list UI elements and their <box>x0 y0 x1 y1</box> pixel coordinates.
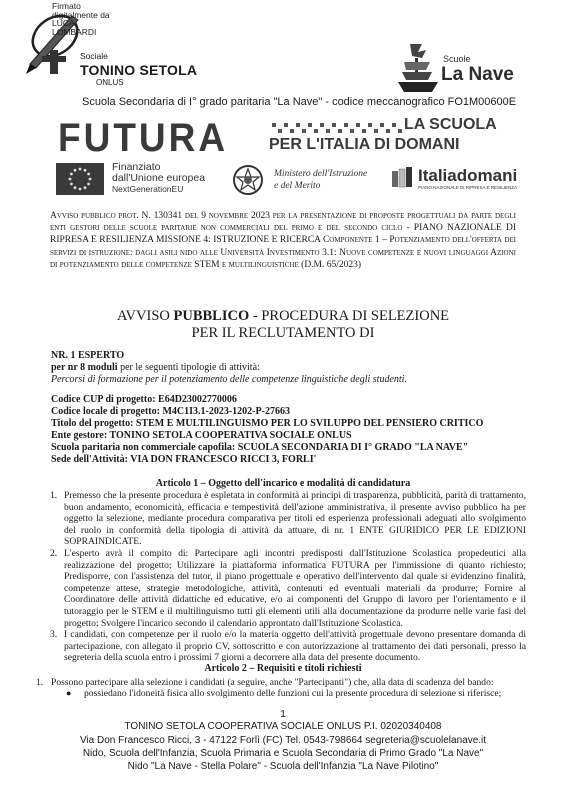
footer-line4: Nido "La Nave - Stella Polare" - Scuola dell'Infanzia "La Nave Pilotino" <box>127 761 439 772</box>
avviso-intro-paragraph: Avviso pubblico prot. N. 130341 del 9 novembre 2023 per la presentazione di proposte progettuali da parte degli enti gestori delle scuole paritarie non commerciali del primo e del secondo ciclo - PIANO NAZIONALE DI RIPRESA E RESILIENZA MISSIONE 4: ISTRUZIONE E RICERCA Componente 1 – Potenziamento dell'offerta dei servizi di istruzione: dagli asili nido alle Università Investimento 3.1: Nuove competenze e nuovi linguaggi Azioni di potenziamento delle competenze STEM e multilinguistiche (D.M. 65/2023) <box>50 211 516 270</box>
school-logo-scuole: Scuole <box>443 54 471 64</box>
futura-logo-text: FUTURA <box>58 115 229 160</box>
eu-funding-line2: dall'Unione europea <box>112 172 206 184</box>
esperto-count: NR. 1 ESPERTO <box>51 350 125 361</box>
ministero-text <box>274 168 367 192</box>
footer-line3: Nido, Scuola dell'Infanzia, Scuola Primaria e Scuola Secondaria di Primo Grado "La Nave" <box>82 748 484 759</box>
coop-logo-social: Sociale <box>80 51 108 61</box>
title-suffix: - PROCEDURA DI SELEZIONE <box>249 308 450 324</box>
futura-tagline-line1: LA SCUOLA <box>404 116 497 133</box>
project-title: Titolo del progetto: STEM E MULTILINGUISMO PER LO SVILUPPO DEL PENSIERO CRITICO <box>51 418 484 429</box>
article1-heading: Articolo 1 – Oggetto dell'incarico e modalità di candidatura <box>155 478 411 489</box>
local-project-code: Codice locale di progetto: M4C1I3.1-2023-1202-P-27663 <box>51 406 290 417</box>
article2-item-number: 1. <box>36 677 44 688</box>
italiadomani-subtitle: PIANO NAZIONALE DI RIPRESA E RESILIENZA <box>418 185 518 190</box>
bullet-icon: ● <box>66 688 72 698</box>
futura-tagline-line2: PER L'ITALIA DI DOMANI <box>269 136 460 153</box>
percorsi-line: Percorsi di formazione per il potenziamento delle competenze linguistiche degli studenti. <box>51 374 407 385</box>
article2-item-text: Possono partecipare alla selezione i candidati (a seguire, anche "Partecipanti") che, alla data di scadenza del bando: <box>51 677 494 688</box>
moduli-line <box>51 362 260 373</box>
moduli-rest: per le seguenti tipologie di attività: <box>117 362 260 373</box>
article1-item-number: 1. <box>50 490 58 501</box>
coop-logo-name: TONINO SETOLA <box>80 62 198 78</box>
ministero-line1: Ministero dell'Istruzione <box>274 169 368 179</box>
italiadomani-name: Italiadomani <box>418 166 518 185</box>
moduli-bold: per nr 8 moduli <box>51 362 118 373</box>
eu-funding-text <box>112 162 205 195</box>
lead-school: Scuola paritaria non commerciale capofila: SCUOLA SECONDARIA DI I° GRADO "LA NAVE" <box>51 442 469 453</box>
digital-signature-text: Firmato digitalmente da LUCA LOMBARDI <box>52 1 110 37</box>
article1-item-text: Premesso che la presente procedura è espletata in conformità ai principi di trasparenza, pubblicità, parità di trattamento, buon andamento, economicità, efficacia e tempestività dell'azione amministrativa, il presente avviso pubblico ha per oggetto la selezione, mediante procedura comparativa per titoli ed esperienza professionali adeguati allo svolgimento del ruolo in conformità della tipologia di attività da attuare, di nr. 1 ENTE GIURIDICO PER LE EDIZIONI SOPRAINDICATE. <box>64 490 526 548</box>
article1-item-number: 2. <box>50 548 58 559</box>
footer-line1: TONINO SETOLA COOPERATIVA SOCIALE ONLUS P.I. 02020340408 <box>124 721 442 732</box>
eu-flag-icon <box>56 163 104 195</box>
italiadomani-logo-icon <box>392 167 414 189</box>
article1-item-number: 3. <box>50 629 58 640</box>
document-title-line2: PER IL RECLUTAMENTO DI <box>191 325 375 341</box>
article1-item-text: L'esperto avrà il compito di: Partecipare agli incontri predisposti dall'Istituzione Scolastica propedeutici alla realizzazione del progetto; Utilizzare la piattaforma informatica FUTURA per l'immissione di quanto richiesto; Predisporre, con l'assistenza del tutor, il piano progettuale e operativo dell'intervento dal quale si evidenzino finalità, competenze attese, strategie metodologiche, attività, contenuti ed eventuali materiali da produrre; Fornire al Coordinatore delle attività didattiche ed educative, e/o ai componenti del Gruppo di lavoro per l'orientamento e il tutoraggio per le STEM e il multilinguismo tutti gli elementi utili alla documentazione da produrre nelle varie fasi del progetto; Svolgere l'incarico secondo il calendario approntato dall'Istituzione Scolastica. <box>64 548 526 629</box>
article2-bullet-text: possiedano l'idoneità fisica allo svolgimento delle funzioni cui la presente procedura di selezione si riferisce; <box>84 688 502 699</box>
eu-funding-line3: NextGenerationEU <box>112 184 184 194</box>
eu-funding-line1: Finanziato <box>112 161 161 173</box>
futura-pixel-pattern-icon <box>272 121 404 137</box>
managing-entity: Ente gestore: TONINO SETOLA COOPERATIVA SOCIALE ONLUS <box>51 430 352 441</box>
school-logo-name: La Nave <box>441 64 514 85</box>
italian-republic-emblem-icon <box>232 163 264 197</box>
page-number: 1 <box>280 709 286 720</box>
activity-location: Sede dell'Attività: VIA DON FRANCESCO RICCI 3, FORLI' <box>51 454 317 465</box>
footer-line2: Via Don Francesco Ricci, 3 - 47122 Forlì (FC) Tel. 0543-798664 segreteria@scuolelanave.it <box>79 735 487 746</box>
title-prefix: AVVISO <box>116 308 174 324</box>
ministero-line2: e del Merito <box>274 181 321 191</box>
school-info-line: Scuola Secondaria di I° grado paritaria "La Nave" - codice meccanografico FO1M00600E <box>82 96 517 108</box>
article1-item-text: I candidati, con competenze per il ruolo e/o la materia oggetto dell'attività progettuale devono presentare domanda di partecipazione, con allegato il proprio CV, sottoscritto e con autorizzazione al trattamento dei dati personali, presso la segreteria della scuola entro i prossimi 7 giorni a decorrere alla data del presente documento. <box>64 629 526 664</box>
coop-logo-onlus: ONLUS <box>96 78 124 87</box>
cup-code: Codice CUP di progetto: E64D23002770006 <box>51 394 237 405</box>
document-title-line1 <box>0 308 566 325</box>
title-bold: PUBBLICO <box>173 308 250 324</box>
article2-heading: Articolo 2 – Requisiti e titoli richiesti <box>204 663 362 674</box>
